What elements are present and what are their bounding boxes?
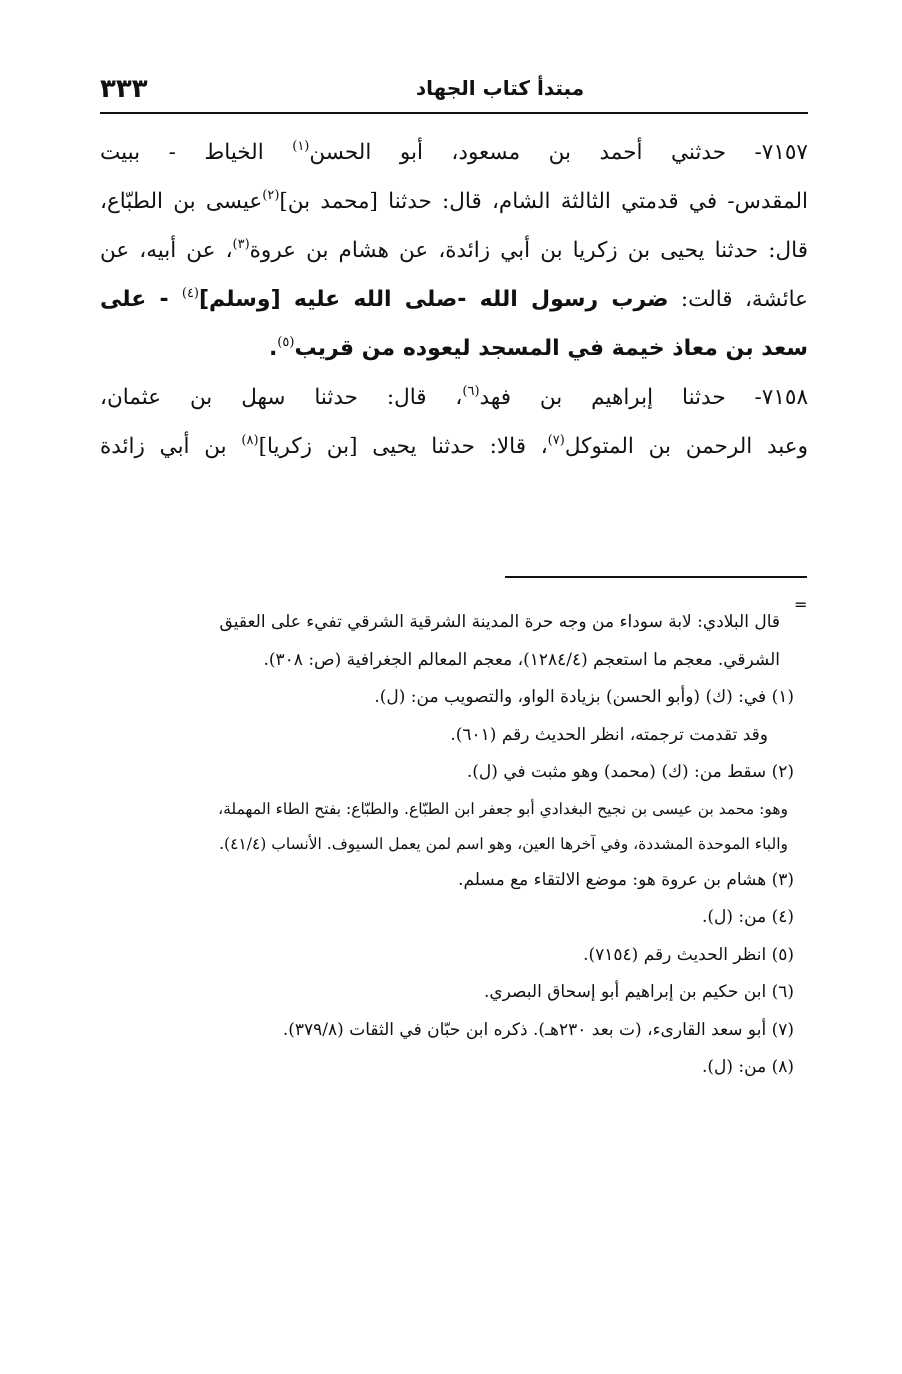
footnote-ref: (٧)	[547, 433, 565, 448]
matn-text: ضرب رسول الله -صلى الله عليه [وسلم]	[199, 287, 669, 312]
matn-text: - على	[100, 287, 182, 312]
text-line	[100, 373, 808, 422]
text-segment: بن أبي زائدة	[100, 434, 242, 459]
footnote-3: (٣) هشام بن عروة هو: موضع الالتقاء مع مسلم.	[458, 869, 794, 890]
main-text	[100, 128, 808, 471]
footnote-2-detail: وهو: محمد بن عيسى بن نجيح البغدادي أبو جعفر ابن الطبّاع. والطبّاع: بفتح الطاء المهملة،	[218, 799, 788, 818]
text-line	[100, 226, 808, 275]
footnote-ref: (١)	[292, 139, 310, 154]
matn-text: .	[268, 336, 278, 361]
footnote-8: (٨) من: (ل).	[701, 1057, 794, 1077]
footnote-6: (٦) ابن حكيم بن إبراهيم أبو إسحاق البصري.	[483, 982, 794, 1002]
footnote-4: (٤) من: (ل).	[701, 907, 794, 927]
text-line	[100, 275, 808, 324]
footnote-continued-mark: =	[794, 595, 808, 614]
text-segment: عيسى بن الطبّاع،	[100, 189, 263, 214]
text-segment: - حدثنا إبراهيم بن فهد	[479, 385, 762, 410]
running-title: مبتدأ كتاب الجهاد	[415, 76, 585, 100]
footnote-continuation: الشرقي. معجم ما استعجم (١٢٨٤/٤)، معجم المعالم الجغرافية (ص: ٣٠٨).	[263, 649, 780, 670]
text-line	[100, 128, 808, 177]
text-segment: قال: حدثنا يحيى بن زكريا بن أبي زائدة، عن هشام بن عروة	[249, 238, 808, 263]
footnote-ref: (٥)	[277, 335, 295, 350]
text-segment: وعبد الرحمن بن المتوكل	[564, 434, 808, 459]
footnote-1-detail: وقد تقدمت ترجمته، انظر الحديث رقم (٦٠١).	[450, 724, 768, 745]
hadith-number: ٧١٥٨	[761, 385, 808, 410]
footnote-ref: (٨)	[241, 433, 259, 448]
text-segment: - حدثني أحمد بن مسعود، أبو الحسن	[309, 140, 762, 165]
footnote-7: (٧) أبو سعد القارىء، (ت بعد ٢٣٠هـ). ذكره ابن حبّان في الثقات (٣٧٩/٨).	[282, 1019, 794, 1040]
hadith-number: ٧١٥٧	[761, 140, 808, 165]
footnote-ref: (٦)	[462, 384, 480, 399]
text-segment: ، قال: حدثنا سهل بن عثمان،	[100, 385, 463, 410]
text-segment: ، قالا: حدثنا يحيى [بن زكريا]	[258, 434, 548, 459]
footnote-ref: (٣)	[232, 237, 250, 252]
header-rule	[100, 112, 808, 114]
footnote-continuation: قال البلادي: لابة سوداء من وجه حرة المدينة الشرقية الشرقي تفيء على العقيق	[219, 612, 780, 632]
page-header	[100, 74, 808, 112]
hadith-7158	[100, 373, 808, 471]
footnote-ref: (٢)	[262, 188, 280, 203]
footnote-1: (١) في: (ك) (وأبو الحسن) بزيادة الواو، والتصويب من: (ل).	[374, 687, 794, 707]
footnote-separator	[505, 576, 807, 578]
footnotes	[100, 604, 794, 1087]
text-segment: عائشة، قالت:	[668, 287, 808, 312]
footnote-2-detail: والباء الموحدة المشددة، وفي آخرها العين، وهو اسم لمن يعمل السيوف. الأنساب (٤١/٤).	[219, 834, 788, 853]
footnote-5: (٥) انظر الحديث رقم (٧١٥٤).	[583, 944, 794, 965]
text-line	[100, 422, 808, 471]
text-segment: المقدس- في قدمتي الثالثة الشام، قال: حدثنا [محمد بن]	[279, 189, 808, 214]
matn-text: سعد بن معاذ خيمة في المسجد ليعوده من قريب	[294, 336, 808, 361]
hadith-7157	[100, 128, 808, 373]
footnote-2: (٢) سقط من: (ك) (محمد) وهو مثبت في (ل).	[466, 762, 794, 782]
text-line	[100, 324, 808, 373]
text-line	[100, 177, 808, 226]
text-segment: الخياط - ببيت	[100, 140, 293, 165]
page-number: ٣٣٣	[100, 74, 148, 104]
footnote-ref: (٤)	[181, 286, 199, 301]
text-segment: ، عن أبيه، عن	[100, 238, 233, 263]
